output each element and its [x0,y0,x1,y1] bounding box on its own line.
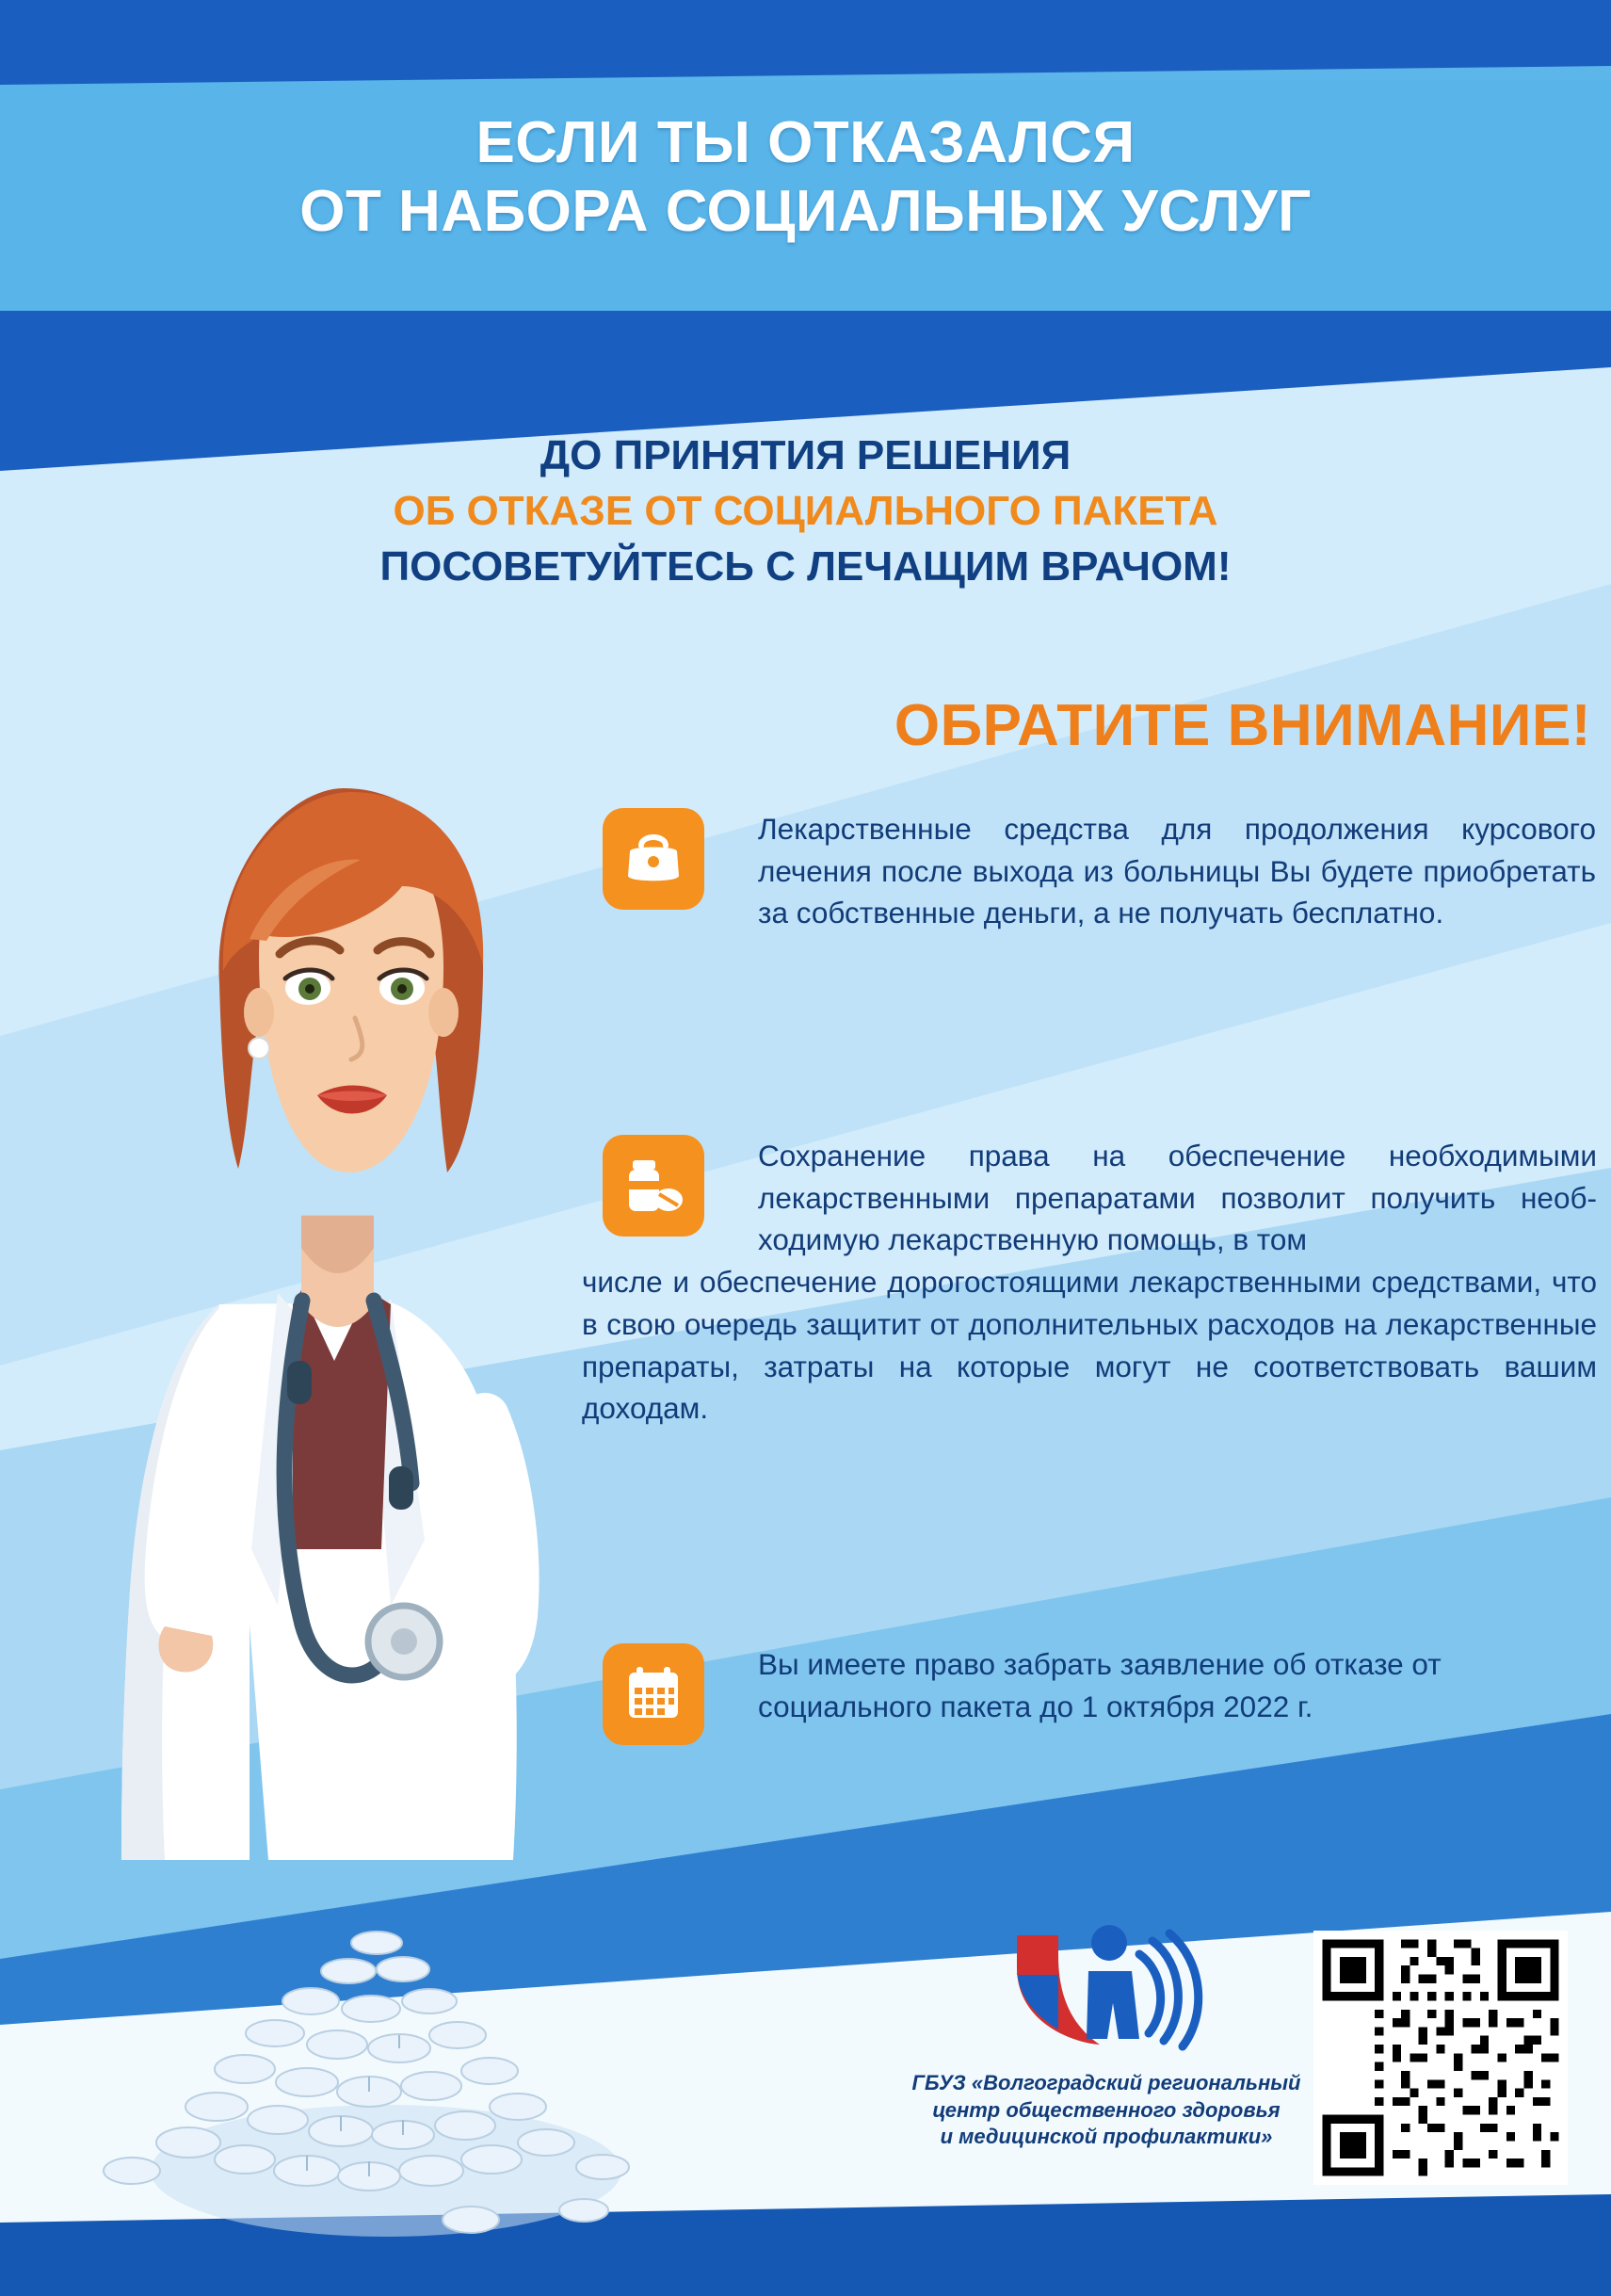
bullet-item-3 [603,1643,1596,1727]
bullet-1-text: Лекарственные средства для продолжения курсового лечения после выхода из больницы Вы будете приобретать за собственные деньги, а не получать бесплатно. [758,812,1596,930]
subhead-line-2: ОБ ОТКАЗЕ ОТ СОЦИАЛЬНОГО ПАКЕТА [393,487,1218,534]
purse-icon [603,808,704,910]
attention-heading: ОБРАТИТЕ ВНИМАНИЕ! [894,693,1591,758]
medicine-bottle-icon [603,1135,704,1237]
pills-illustration [75,1860,697,2256]
poster-headline [0,108,1611,246]
doctor-illustration [108,702,636,1860]
subhead-line-1: ДО ПРИНЯТИЯ РЕШЕНИЯ [540,432,1071,478]
bullet-2-text-top: Сохранение права на обеспечение необходимыми лекарственными препаратами позволит получить необ-ходимую лекарственную помощь, в том [758,1139,1597,1257]
logo-caption-line-3: и медицинской профилактики» [940,2125,1273,2149]
logo-caption [904,2070,1309,2151]
subhead-line-3: ПОСОВЕТУЙТЕСЬ С ЛЕЧАЩИМ ВРАЧОМ! [379,542,1232,590]
qr-code[interactable] [1313,1931,1568,2185]
logo-caption-line-2: центр общественного здоровья [932,2097,1281,2122]
bullet-item-2 [582,1135,1597,1430]
organization-logo-block [904,1916,1309,2151]
headline-line-2: ОТ НАБОРА СОЦИАЛЬНЫХ УСЛУГ [299,179,1312,245]
bullet-item-1 [603,808,1596,934]
health-center-logo-icon [998,1916,1215,2058]
poster-subheadline [0,428,1611,595]
bullet-2-text-rest: числе и обеспечение дорогостоящими лекарственными средствами, что в свою очередь защитит от дополнительных расходов на лекарственные препараты, затраты на которые могут не соответствовать вашим доходам. [582,1265,1597,1426]
bullet-3-text: Вы имеете право забрать заявление об отказе от социального пакета до 1 октября 2022 г. [758,1647,1442,1723]
calendar-icon [603,1643,704,1745]
headline-line-1: ЕСЛИ ТЫ ОТКАЗАЛСЯ [475,110,1136,175]
logo-caption-line-1: ГБУЗ «Волгоградский региональный [911,2071,1301,2094]
